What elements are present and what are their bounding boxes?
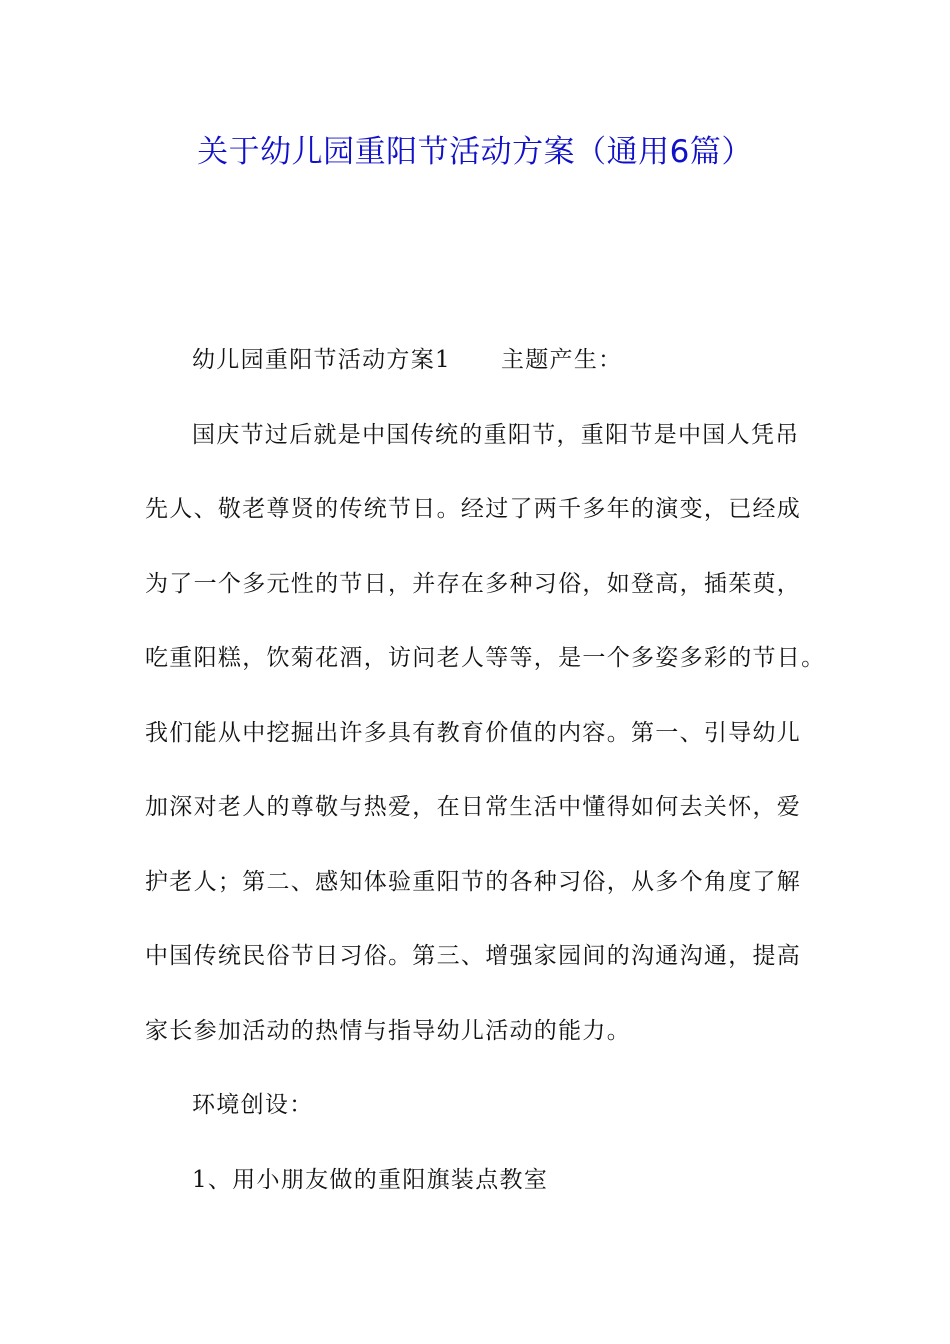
section-heading: 环境创设： — [192, 1092, 314, 1118]
document-body — [145, 338, 826, 1232]
first-heading-label: 主题产生： — [500, 347, 623, 373]
paragraph-line-5: 我们能从中挖掘出许多具有教育价值的内容。第一、引导幼儿 — [145, 719, 802, 746]
paragraph-line-6: 加深对老人的尊敬与热爱，在日常生活中懂得如何去关怀，爱 — [145, 794, 802, 820]
paragraph-line-2: 先人、敬老尊贤的传统节日。经过了两千多年的演变，已经成 — [145, 496, 802, 522]
document-title: 关于幼儿园重阳节活动方案（通用6篇） — [197, 134, 753, 170]
first-heading: 幼儿园重阳节活动方案1 — [192, 347, 451, 373]
paragraph-line-7: 护老人；第二、感知体验重阳节的各种习俗，从多个角度了解 — [145, 868, 802, 895]
list-item-1: 1、用小朋友做的重阳旗装点教室 — [192, 1166, 549, 1193]
paragraph-line-8: 中国传统民俗节日习俗。第三、增强家园间的沟通沟通，提高 — [145, 943, 802, 969]
paragraph-line-3: 为了一个多元性的节日，并存在多种习俗，如登高，插茱萸， — [145, 570, 802, 597]
paragraph-line-9: 家长参加活动的热情与指导幼儿活动的能力。 — [145, 1017, 631, 1044]
paragraph-line-1: 国庆节过后就是中国传统的重阳节，重阳节是中国人凭吊 — [192, 421, 800, 448]
first-heading-line — [145, 338, 810, 413]
paragraph-line-4: 吃重阳糕，饮菊花酒，访问老人等等，是一个多姿多彩的节日。 — [145, 645, 826, 671]
